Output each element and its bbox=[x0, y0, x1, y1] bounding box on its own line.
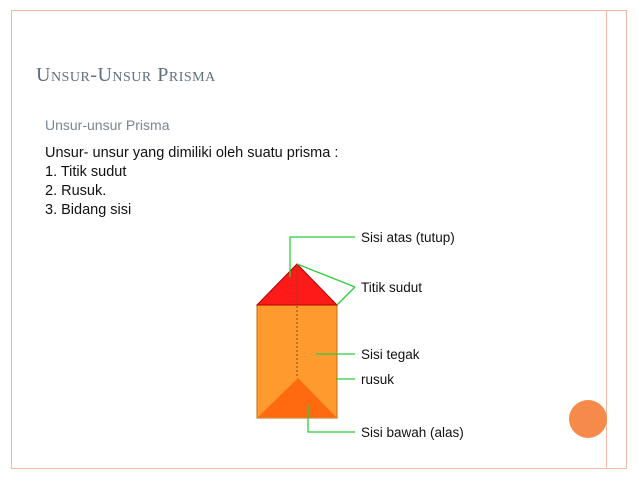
label-bottom: Sisi bawah (alas) bbox=[361, 425, 464, 440]
label-edge: rusuk bbox=[361, 372, 395, 387]
list-item: 2. Rusuk. bbox=[45, 183, 107, 199]
list-item: 1. Titik sudut bbox=[45, 164, 127, 180]
slide-subtitle: Unsur-unsur Prisma bbox=[45, 117, 170, 133]
intro-text: Unsur- unsur yang dimiliki oleh suatu prisma : bbox=[45, 145, 339, 161]
slide-title: Unsur-Unsur Prisma bbox=[36, 64, 216, 86]
list-item: 3. Bidang sisi bbox=[45, 202, 132, 218]
leader-line-vertex-2 bbox=[337, 287, 355, 305]
label-lateral: Sisi tegak bbox=[361, 347, 420, 362]
label-vertex: Titik sudut bbox=[361, 280, 423, 295]
label-top: Sisi atas (tutup) bbox=[361, 230, 455, 245]
